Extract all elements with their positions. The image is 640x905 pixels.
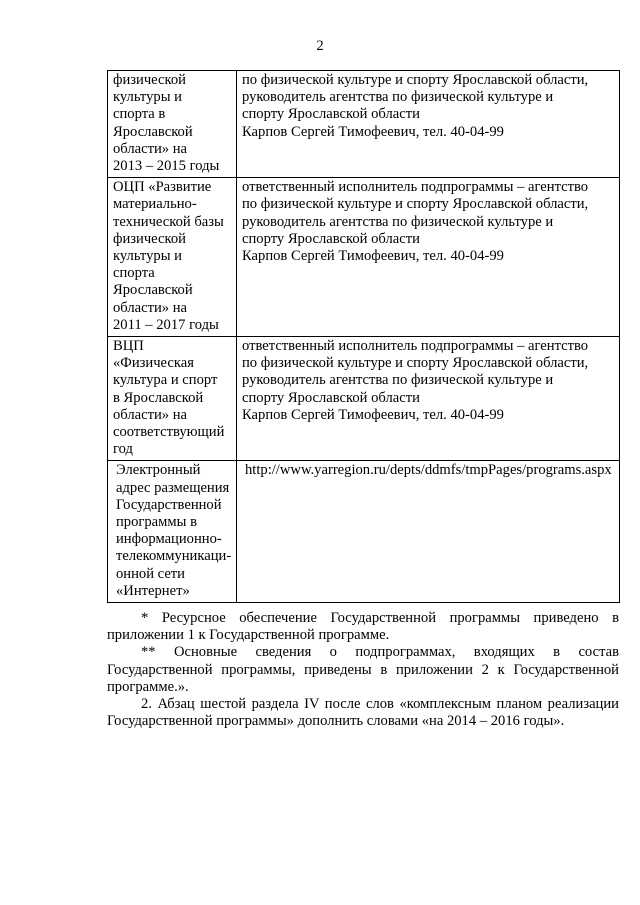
cell-line: спорту Ярославской области <box>242 389 420 406</box>
cell-line: материально- <box>113 196 197 213</box>
executor-cell <box>237 178 620 337</box>
executor-cell <box>237 71 620 178</box>
table-row <box>108 337 620 461</box>
cell-line: 2011 – 2017 годы <box>113 316 219 333</box>
cell-line: руководитель агентства по физической культуре и <box>242 213 554 230</box>
table-row <box>108 178 620 337</box>
executor-cell <box>237 337 620 461</box>
subprogram-name-cell <box>108 178 237 337</box>
program-url-text: http://www.yarregion.ru/depts/ddmfs/tmpPages/programs.aspx <box>245 462 612 479</box>
cell-line: области» на <box>113 299 188 316</box>
cell-line: Государственной <box>116 496 222 513</box>
cell-line: в Ярославской <box>113 389 204 406</box>
cell-line: спорта в <box>113 106 166 123</box>
table-row <box>108 71 620 178</box>
table-row <box>108 461 620 603</box>
program-url-cell <box>237 461 620 603</box>
cell-line: культуры и <box>113 89 182 106</box>
amendment-paragraph: 2. Абзац шестой раздела IV после слов «комплексным планом реализации Государственной программы» дополнить словами «на 2014 – 2016 годы». <box>107 696 619 730</box>
cell-line: технической базы <box>113 213 224 230</box>
internet-address-label-cell <box>108 461 237 603</box>
cell-line: спорта <box>113 265 155 282</box>
subprogram-name-cell <box>108 71 237 178</box>
cell-line: Карпов Сергей Тимофеевич, тел. 40-04-99 <box>242 123 504 140</box>
subprogram-name-cell <box>108 337 237 461</box>
cell-line: культуры и <box>113 248 182 265</box>
footnote-subprograms: ** Основные сведения о подпрограммах, входящих в состав Государственной программы, приведены в приложении 2 к Государственной программе.». <box>107 644 619 695</box>
footnotes <box>107 610 619 730</box>
cell-line: области» на <box>113 140 188 157</box>
cell-line: 2013 – 2015 годы <box>113 158 220 175</box>
program-info-table <box>107 70 620 603</box>
cell-line: «Физическая <box>113 355 194 372</box>
cell-line: Ярославской <box>113 123 193 140</box>
cell-line: «Интернет» <box>116 582 190 599</box>
cell-line: ОЦП «Развитие <box>113 179 212 196</box>
cell-line: физической <box>113 72 186 88</box>
cell-line: по физической культуре и спорту Ярославской области, <box>242 196 589 213</box>
cell-line: спорту Ярославской области <box>242 230 420 247</box>
footnote-resource: * Ресурсное обеспечение Государственной программы приведено в приложении 1 к Государственной программе. <box>107 610 619 644</box>
cell-line: Карпов Сергей Тимофеевич, тел. 40-04-99 <box>242 248 504 265</box>
cell-line: руководитель агентства по физической культуре и <box>242 89 554 106</box>
cell-line: ответственный исполнитель подпрограммы – агентство <box>242 338 589 355</box>
cell-line: руководитель агентства по физической культуре и <box>242 372 554 389</box>
page-number: 2 <box>316 38 324 54</box>
cell-line: по физической культуре и спорту Ярославской области, <box>242 72 589 88</box>
cell-line: программы в <box>116 514 197 531</box>
cell-line: ответственный исполнитель подпрограммы – агентство <box>242 179 589 196</box>
cell-line: информационно- <box>116 531 222 548</box>
cell-line: спорту Ярославской области <box>242 106 420 123</box>
cell-line: физической <box>113 230 186 247</box>
cell-line: телекоммуникаци- <box>116 548 232 565</box>
cell-line: адрес размещения <box>116 479 230 496</box>
cell-line: год <box>113 441 133 458</box>
cell-line: соответствующий <box>113 424 225 441</box>
cell-line: области» на <box>113 406 188 423</box>
cell-line: культура и спорт <box>113 372 218 389</box>
cell-line: Карпов Сергей Тимофеевич, тел. 40-04-99 <box>242 406 504 423</box>
cell-line: ВЦП <box>113 338 144 355</box>
cell-line: по физической культуре и спорту Ярославской области, <box>242 355 589 372</box>
cell-line: Ярославской <box>113 282 193 299</box>
cell-line: онной сети <box>116 565 185 582</box>
cell-line: Электронный <box>116 462 201 479</box>
